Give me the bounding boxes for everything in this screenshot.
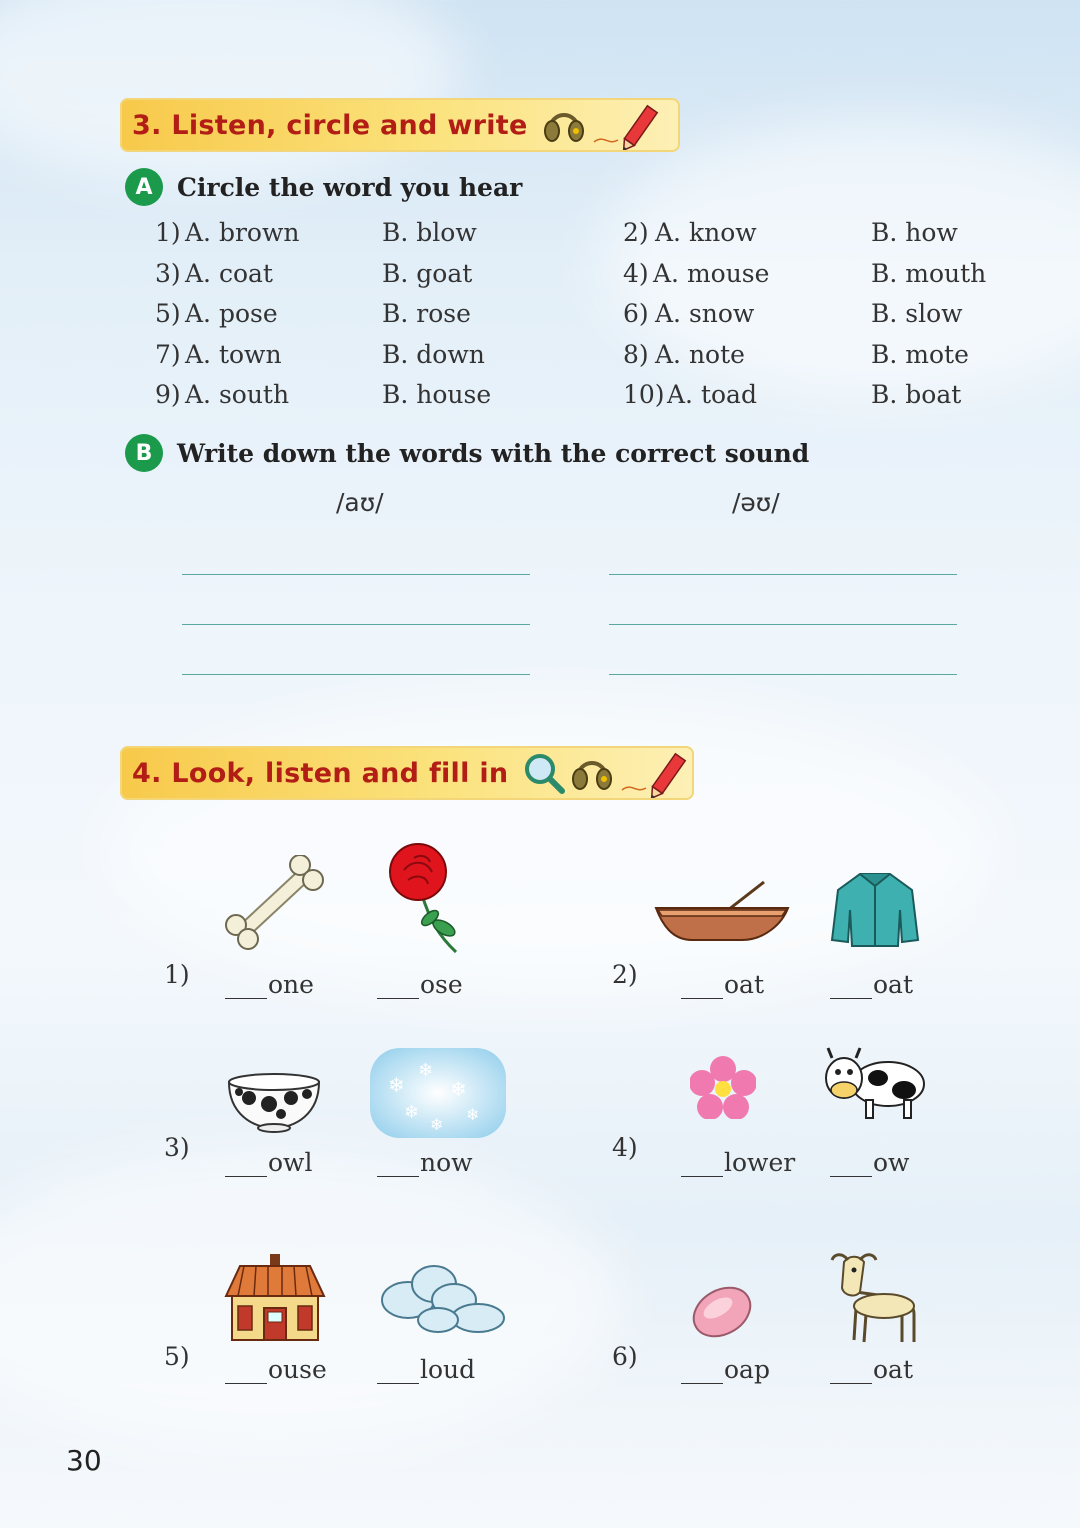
option-a[interactable]: A. know xyxy=(655,218,757,247)
sound-au-label: /aʊ/ xyxy=(336,488,384,517)
page-number: 30 xyxy=(66,1444,102,1477)
partB-heading xyxy=(125,434,809,472)
fill-word[interactable]: ose xyxy=(377,970,463,999)
option-b[interactable]: B. down xyxy=(382,340,485,369)
option-a[interactable]: A. pose xyxy=(185,299,278,328)
option-a[interactable]: A. coat xyxy=(185,259,273,288)
section4-title: 4. Look, listen and fill in xyxy=(132,757,509,789)
option-b[interactable]: B. blow xyxy=(382,218,477,247)
coat-picture xyxy=(830,870,920,948)
svg-text:❄: ❄ xyxy=(466,1105,480,1124)
goat-picture xyxy=(830,1252,922,1346)
item-number: 10) xyxy=(623,380,665,409)
section3-banner xyxy=(120,98,680,152)
fill-word[interactable]: owl xyxy=(225,1148,312,1177)
fill-word[interactable]: one xyxy=(225,970,314,999)
group-number: 5) xyxy=(164,1342,190,1371)
magnifier-icon xyxy=(522,751,566,795)
sound-ou-label: /əʊ/ xyxy=(732,488,780,517)
background-cloud xyxy=(100,700,1000,1000)
write-line[interactable] xyxy=(182,624,530,625)
section4-banner xyxy=(120,746,694,800)
bowl-picture xyxy=(225,1070,323,1134)
soap-picture xyxy=(688,1282,756,1342)
fill-word[interactable]: oat xyxy=(830,970,913,999)
fill-word[interactable]: ow xyxy=(830,1148,909,1177)
fill-word[interactable]: oap xyxy=(681,1355,770,1384)
option-b[interactable]: B. boat xyxy=(871,380,962,409)
write-line[interactable] xyxy=(609,624,957,625)
item-number: 9) xyxy=(155,380,181,409)
pencil-icon xyxy=(590,100,664,150)
write-line[interactable] xyxy=(609,574,957,575)
option-a[interactable]: A. brown xyxy=(185,218,300,247)
option-a[interactable]: A. mouse xyxy=(653,259,770,288)
svg-text:❄: ❄ xyxy=(418,1060,434,1081)
svg-text:❄: ❄ xyxy=(388,1073,405,1097)
group-number: 1) xyxy=(164,960,190,989)
option-b[interactable]: B. goat xyxy=(382,259,473,288)
fill-word[interactable]: oat xyxy=(830,1355,913,1384)
item-number: 8) xyxy=(623,340,649,369)
option-a[interactable]: A. town xyxy=(185,340,282,369)
fill-word[interactable]: now xyxy=(377,1148,473,1177)
boat-picture xyxy=(652,880,792,944)
item-number: 5) xyxy=(155,299,181,328)
headphones-icon xyxy=(570,751,614,795)
item-number: 6) xyxy=(623,299,649,328)
svg-text:❄: ❄ xyxy=(430,1115,444,1134)
svg-text:❄: ❄ xyxy=(404,1102,420,1123)
headphones-icon xyxy=(542,103,586,147)
write-line[interactable] xyxy=(609,674,957,675)
partA-instruction: Circle the word you hear xyxy=(177,172,523,202)
rose-picture xyxy=(386,840,478,958)
group-number: 2) xyxy=(612,960,638,989)
bone-picture xyxy=(222,855,326,951)
group-number: 4) xyxy=(612,1133,638,1162)
fill-word[interactable]: ouse xyxy=(225,1355,327,1384)
fill-word[interactable]: loud xyxy=(377,1355,475,1384)
group-number: 6) xyxy=(612,1342,638,1371)
option-a[interactable]: A. snow xyxy=(655,299,755,328)
pencil-icon xyxy=(618,748,692,798)
partA-badge: A xyxy=(125,168,163,206)
flower-picture xyxy=(690,1055,756,1119)
option-b[interactable]: B. slow xyxy=(871,299,963,328)
item-number: 4) xyxy=(623,259,649,288)
item-number: 7) xyxy=(155,340,181,369)
background-cloud xyxy=(0,0,460,180)
item-number: 3) xyxy=(155,259,181,288)
svg-text:❄: ❄ xyxy=(450,1077,467,1101)
option-a[interactable]: A. note xyxy=(655,340,745,369)
snow-picture xyxy=(370,1048,506,1138)
item-number: 2) xyxy=(623,218,649,247)
option-b[interactable]: B. how xyxy=(871,218,958,247)
group-number: 3) xyxy=(164,1133,190,1162)
section3-title: 3. Listen, circle and write xyxy=(132,109,528,141)
option-b[interactable]: B. mouth xyxy=(871,259,987,288)
option-b[interactable]: B. house xyxy=(382,380,492,409)
write-line[interactable] xyxy=(182,574,530,575)
option-a[interactable]: A. south xyxy=(185,380,290,409)
option-a[interactable]: A. toad xyxy=(667,380,757,409)
cow-picture xyxy=(822,1044,930,1122)
partB-badge: B xyxy=(125,434,163,472)
fill-word[interactable]: lower xyxy=(681,1148,795,1177)
fill-word[interactable]: oat xyxy=(681,970,764,999)
partA-heading xyxy=(125,168,522,206)
option-b[interactable]: B. rose xyxy=(382,299,471,328)
option-b[interactable]: B. mote xyxy=(871,340,969,369)
house-picture xyxy=(224,1254,326,1342)
item-number: 1) xyxy=(155,218,181,247)
cloud-picture xyxy=(378,1262,508,1340)
write-line[interactable] xyxy=(182,674,530,675)
partB-instruction: Write down the words with the correct sound xyxy=(177,438,810,468)
